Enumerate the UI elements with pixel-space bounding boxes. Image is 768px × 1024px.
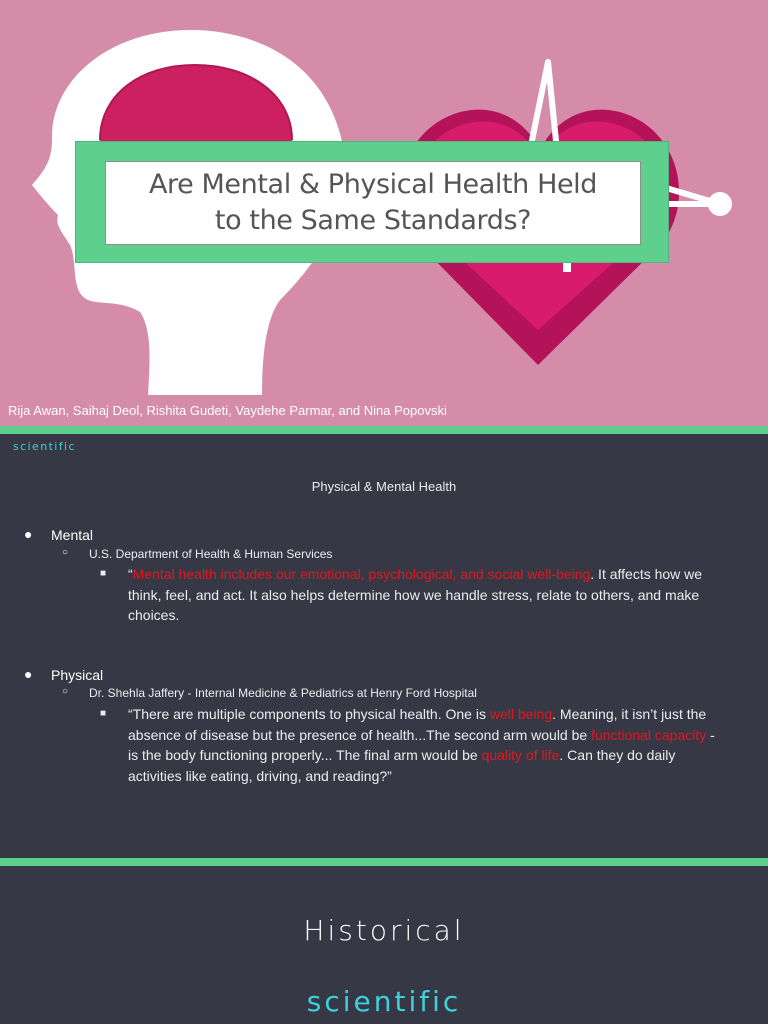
authors: Rija Awan, Saihaj Deol, Rishita Gudeti, Vaydehe Parmar, and Nina Popovski <box>8 403 447 418</box>
quote-part-3: - is the body functioning properly... The final arm would be <box>128 726 715 764</box>
quote-part-1: “There are multiple components to physical health. One is <box>128 706 490 722</box>
slide-divider <box>0 426 768 434</box>
quote-open: “ <box>128 566 133 582</box>
physical-mental-slide <box>0 434 768 858</box>
quote-text <box>128 704 718 787</box>
item-label: Mental <box>51 527 94 543</box>
circle-bullet-icon: ○ <box>62 547 69 558</box>
quote-rest: . It affects how we think, feel, and act. It also helps determine how we handle stress, relate to others, and make choices. <box>128 566 703 624</box>
title-slide <box>0 0 768 426</box>
highlight-functional-capacity: functional capacity <box>591 726 707 743</box>
section-tag: scientific <box>13 440 76 453</box>
bullet-icon: ● <box>24 526 33 542</box>
quote-part-2: . Meaning, it isn’t just the absence of disease but the presence of health...The second arm would be <box>128 706 707 743</box>
slide-title <box>149 167 597 239</box>
slide-divider <box>0 858 768 866</box>
title-line-2: to the Same Standards? <box>214 205 532 236</box>
title-frame <box>75 141 669 263</box>
section-title-historical: Historical <box>303 914 465 947</box>
bullet-icon: ● <box>24 666 33 682</box>
circle-bullet-icon: ○ <box>62 686 69 697</box>
quote-text <box>128 564 718 626</box>
title-box <box>105 161 641 245</box>
item-label: Physical <box>51 667 104 683</box>
highlight-well-being: well being <box>489 706 553 722</box>
square-bullet-icon: ■ <box>100 568 107 579</box>
highlight-quality-of-life: quality of life <box>481 747 560 764</box>
highlight-text: Mental health includes our emotional, psychological, and social well-being <box>132 566 591 582</box>
square-bullet-icon: ■ <box>100 708 107 719</box>
section-title-scientific: scientific <box>306 985 462 1018</box>
source-label: U.S. Department of Health & Human Services <box>89 547 333 561</box>
quote-part-4: . Can they do daily activities like eating, driving, and reading?” <box>128 747 676 785</box>
title-line-1: Are Mental & Physical Health Held <box>148 169 598 200</box>
source-label: Dr. Shehla Jaffery - Internal Medicine & Pediatrics at Henry Ford Hospital <box>89 686 477 700</box>
section-slide <box>0 866 768 1024</box>
slide-heading: Physical & Mental Health <box>311 479 457 494</box>
